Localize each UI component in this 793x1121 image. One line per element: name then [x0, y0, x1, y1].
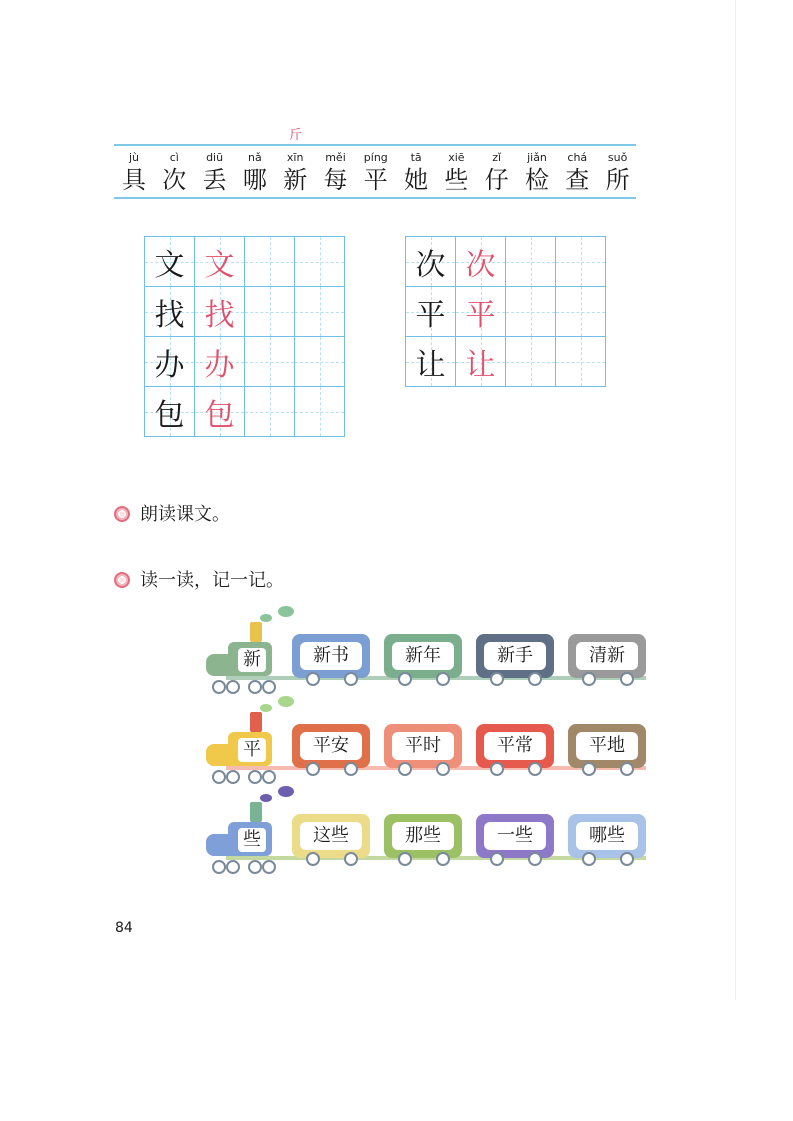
grid-char: 平: [465, 297, 496, 333]
wheel: [528, 852, 542, 866]
seal-icon: [114, 572, 130, 588]
wheel: [262, 860, 276, 874]
train-car: [568, 634, 646, 678]
practice-cell: [506, 287, 556, 337]
practice-cell: [245, 287, 295, 337]
pinyin: zǐ: [492, 151, 502, 164]
smoke-puff: [260, 704, 272, 712]
vocab-item: [275, 150, 315, 194]
vocab-item: [436, 150, 476, 194]
wheel: [398, 672, 412, 686]
vocab-item: [517, 150, 557, 194]
chimney: [250, 622, 262, 642]
car-word: 那些: [392, 822, 454, 850]
wheel: [212, 860, 226, 874]
practice-cell: [245, 337, 295, 387]
smoke-puff: [278, 696, 294, 707]
hanzi: 所: [605, 166, 630, 194]
instruction-text: 读一读，记一记。: [140, 570, 284, 591]
wheel: [226, 770, 240, 784]
locomotive: [206, 728, 276, 772]
train-car: [292, 634, 370, 678]
model-char-cell: [406, 237, 456, 287]
grid-row: [145, 337, 345, 387]
instruction-read-aloud: [114, 500, 230, 526]
wheel: [528, 672, 542, 686]
wheel: [490, 762, 504, 776]
car-word: 哪些: [576, 822, 638, 850]
chimney: [250, 712, 262, 732]
grid-row: [145, 387, 345, 437]
train-car: [384, 724, 462, 768]
wheel: [582, 672, 596, 686]
page-edge: [735, 0, 736, 1000]
hanzi: 她: [404, 166, 429, 194]
train-ping: [206, 722, 646, 782]
model-char-cell: [406, 337, 456, 387]
pinyin: chá: [567, 151, 588, 164]
wheel: [306, 672, 320, 686]
practice-cell: [295, 287, 345, 337]
trace-char-cell: [456, 287, 506, 337]
wheel: [620, 672, 634, 686]
wheel: [262, 680, 276, 694]
grid-char: 包: [154, 397, 185, 433]
practice-cell: [245, 387, 295, 437]
vocab-item: [316, 150, 356, 194]
hanzi: 检: [525, 166, 549, 194]
practice-cell: [556, 287, 606, 337]
grid-row: [406, 287, 606, 337]
train-car: [384, 634, 462, 678]
train-car: [476, 814, 554, 858]
grid-row: [145, 287, 345, 337]
grid-row: [406, 237, 606, 287]
wheel: [436, 762, 450, 776]
wheel: [344, 852, 358, 866]
pinyin: xīn: [286, 151, 304, 164]
instruction-text: 朗读课文。: [140, 504, 230, 525]
engine-word: 新: [238, 648, 266, 672]
train-xie: [206, 812, 646, 872]
grid-char: 次: [465, 247, 496, 283]
vocab-item: [356, 150, 396, 194]
wheel: [528, 762, 542, 776]
vocab-item: [396, 150, 436, 194]
wheel: [306, 762, 320, 776]
pinyin: cì: [169, 151, 179, 164]
grid-row: [406, 337, 606, 387]
wheel: [582, 762, 596, 776]
pinyin: jiǎn: [527, 151, 547, 164]
train-car: [568, 814, 646, 858]
grid-char: 办: [204, 347, 235, 383]
wheel: [212, 770, 226, 784]
wheel: [248, 770, 262, 784]
model-char-cell: [145, 287, 195, 337]
hanzi: 查: [565, 166, 590, 194]
instruction-read-remember: [114, 566, 284, 592]
hanzi: 次: [162, 166, 187, 194]
page-number: 84: [115, 920, 133, 936]
grid-char: 让: [465, 347, 496, 383]
wheel: [306, 852, 320, 866]
engine-word: 些: [238, 828, 266, 852]
trace-char-cell: [195, 387, 245, 437]
smoke-puff: [278, 606, 294, 617]
practice-cell: [556, 337, 606, 387]
car-word: 新年: [392, 642, 454, 670]
model-char-cell: [145, 387, 195, 437]
radical-note: 斤: [289, 128, 303, 143]
pinyin: jù: [128, 151, 140, 164]
grid-char: 包: [204, 397, 235, 433]
grid-char: 文: [204, 247, 235, 283]
model-char-cell: [406, 287, 456, 337]
practice-cell: [295, 337, 345, 387]
grid-char: 平: [415, 297, 446, 333]
hanzi: 哪: [242, 166, 267, 194]
car-word: 一些: [484, 822, 546, 850]
vocab-item: [195, 150, 235, 194]
wheel: [398, 762, 412, 776]
wheel: [226, 680, 240, 694]
trace-char-cell: [456, 337, 506, 387]
vocab-item: [557, 150, 597, 194]
pinyin: suǒ: [607, 151, 628, 164]
wheel: [248, 680, 262, 694]
grid-char: 办: [154, 347, 185, 383]
writing-grid-right: [405, 236, 606, 387]
model-char-cell: [145, 337, 195, 387]
grid-char: 次: [415, 247, 446, 283]
wheel: [344, 672, 358, 686]
trace-char-cell: [195, 337, 245, 387]
car-word: 新书: [300, 642, 362, 670]
train-car: [476, 724, 554, 768]
engine-word: 平: [238, 738, 266, 762]
seal-icon: [114, 506, 130, 522]
practice-cell: [295, 237, 345, 287]
trace-char-cell: [195, 287, 245, 337]
car-word: 平常: [484, 732, 546, 760]
pinyin: xiē: [448, 151, 465, 164]
train-car: [568, 724, 646, 768]
car-word: 清新: [576, 642, 638, 670]
wheel: [262, 770, 276, 784]
wheel: [490, 672, 504, 686]
train-car: [384, 814, 462, 858]
vocab-row: [114, 150, 636, 198]
practice-cell: [295, 387, 345, 437]
vocab-item: [154, 150, 194, 194]
practice-cell: [506, 237, 556, 287]
wheel: [436, 672, 450, 686]
wheel: [490, 852, 504, 866]
wheel: [582, 852, 596, 866]
train-car: [292, 814, 370, 858]
grid-row: [145, 237, 345, 287]
car-word: 平安: [300, 732, 362, 760]
writing-grid-left: [144, 236, 345, 437]
grid-char: 找: [204, 297, 235, 333]
grid-char: 文: [154, 247, 185, 283]
smoke-puff: [260, 614, 272, 622]
wheel: [344, 762, 358, 776]
car-word: 平时: [392, 732, 454, 760]
pinyin: nǎ: [248, 151, 262, 164]
trace-char-cell: [456, 237, 506, 287]
wheel: [620, 762, 634, 776]
wheel: [248, 860, 262, 874]
hanzi: 些: [444, 166, 469, 194]
vocab-item: [235, 150, 275, 194]
locomotive: [206, 818, 276, 862]
trace-char-cell: [195, 237, 245, 287]
wheel: [398, 852, 412, 866]
smoke-puff: [260, 794, 272, 802]
hanzi: 具: [122, 166, 146, 194]
car-word: 新手: [484, 642, 546, 670]
hanzi: 仔: [484, 166, 509, 194]
practice-cell: [556, 237, 606, 287]
train-car: [476, 634, 554, 678]
vocab-top-line: [114, 144, 636, 146]
grid-char: 找: [154, 297, 185, 333]
pinyin: diū: [206, 151, 224, 164]
hanzi: 平: [363, 166, 388, 194]
practice-cell: [245, 237, 295, 287]
hanzi: 丢: [202, 166, 227, 194]
train-car: [292, 724, 370, 768]
practice-cell: [506, 337, 556, 387]
grid-char: 让: [415, 347, 446, 383]
train-xin: [206, 632, 646, 692]
car-word: 平地: [576, 732, 638, 760]
wheel: [436, 852, 450, 866]
smoke-puff: [278, 786, 294, 797]
car-word: 这些: [300, 822, 362, 850]
vocab-item: [598, 150, 638, 194]
wheel: [620, 852, 634, 866]
hanzi: 新: [283, 166, 308, 194]
locomotive: [206, 638, 276, 682]
wheel: [226, 860, 240, 874]
vocab-item: [114, 150, 154, 194]
model-char-cell: [145, 237, 195, 287]
vocab-item: [477, 150, 517, 194]
pinyin: píng: [363, 151, 388, 164]
chimney: [250, 802, 262, 822]
hanzi: 每: [323, 166, 348, 194]
pinyin: měi: [325, 151, 346, 164]
wheel: [212, 680, 226, 694]
pinyin: tā: [410, 151, 422, 164]
